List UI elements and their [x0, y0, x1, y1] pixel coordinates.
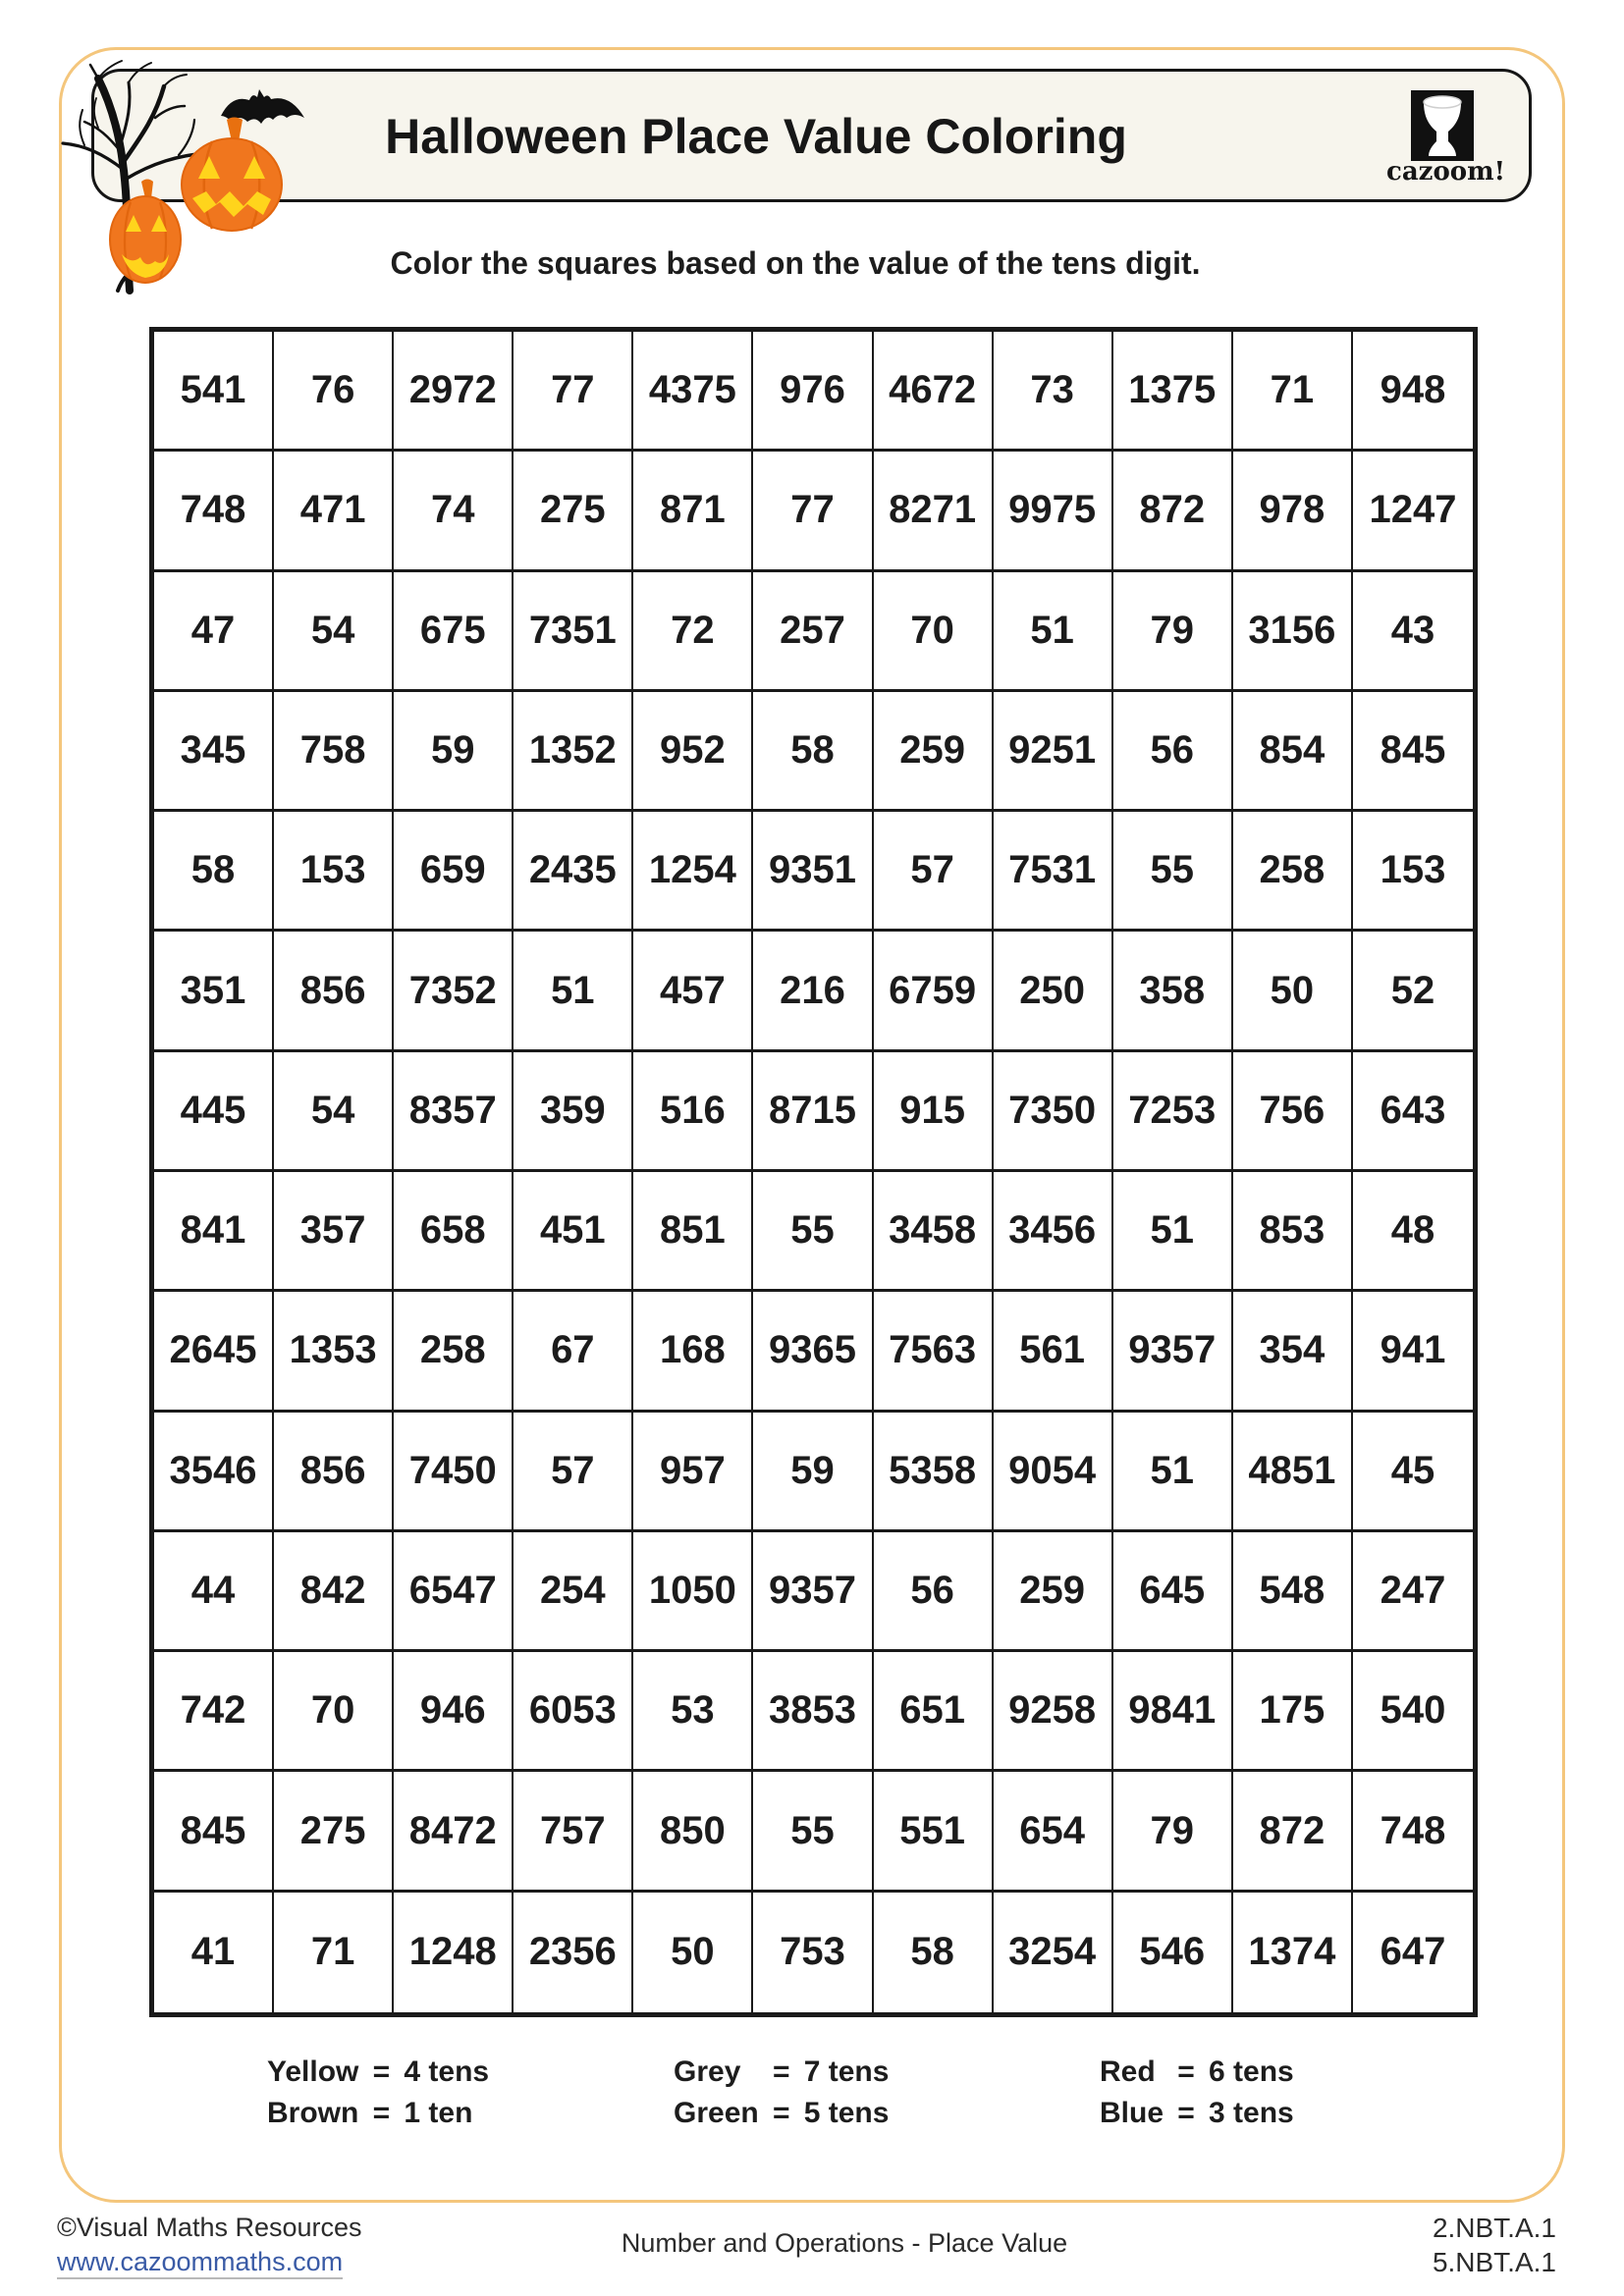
- grid-cell: 58: [874, 1893, 994, 2012]
- grid-cell: 654: [994, 1772, 1113, 1892]
- grid-cell: 845: [1353, 692, 1473, 812]
- instruction-text: Color the squares based on the value of the tens digit.: [390, 245, 1201, 281]
- grid-cell: 250: [994, 932, 1113, 1051]
- grid-cell: 471: [274, 452, 394, 571]
- grid-cell: 55: [753, 1172, 873, 1292]
- grid-cell: 153: [274, 812, 394, 932]
- grid-cell: 45: [1353, 1413, 1473, 1532]
- grid-cell: 1248: [394, 1893, 514, 2012]
- grid-cell: 1353: [274, 1292, 394, 1412]
- grid-cell: 8715: [753, 1052, 873, 1172]
- grid-cell: 52: [1353, 932, 1473, 1051]
- grid-cell: 941: [1353, 1292, 1473, 1412]
- halloween-decorations-icon: [39, 37, 314, 302]
- grid-cell: 9351: [753, 812, 873, 932]
- legend-value: 7 tens: [803, 2056, 890, 2088]
- legend-value: 5 tens: [803, 2097, 890, 2129]
- grid-cell: 70: [874, 572, 994, 692]
- legend-column-3: [1100, 2056, 1294, 2130]
- grid-cell: 3458: [874, 1172, 994, 1292]
- grid-cell: 359: [514, 1052, 633, 1172]
- grid-cell: 43: [1353, 572, 1473, 692]
- cazoom-logo: [1411, 90, 1474, 161]
- legend-value: 4 tens: [404, 2056, 490, 2088]
- grid-cell: 354: [1233, 1292, 1353, 1412]
- grid-cell: 871: [633, 452, 753, 571]
- grid-cell: 756: [1233, 1052, 1353, 1172]
- grid-cell: 952: [633, 692, 753, 812]
- grid-cell: 2972: [394, 332, 514, 452]
- grid-cell: 757: [514, 1772, 633, 1892]
- grid-cell: 8472: [394, 1772, 514, 1892]
- grid-cell: 47: [154, 572, 274, 692]
- number-grid: [149, 327, 1478, 2017]
- equals-sign: =: [1177, 2097, 1195, 2129]
- grid-cell: 9357: [753, 1532, 873, 1652]
- equals-sign: =: [372, 2097, 391, 2129]
- grid-cell: 71: [1233, 332, 1353, 452]
- grid-cell: 247: [1353, 1532, 1473, 1652]
- grid-cell: 54: [274, 1052, 394, 1172]
- grid-cell: 1352: [514, 692, 633, 812]
- grid-cell: 651: [874, 1652, 994, 1772]
- grid-cell: 1375: [1113, 332, 1233, 452]
- grid-cell: 647: [1380, 1930, 1446, 1974]
- grid-cell: 2435: [514, 812, 633, 932]
- grid-cell: 645: [1113, 1532, 1233, 1652]
- grid-cell: 56: [1113, 692, 1233, 812]
- copyright-text: ©Visual Maths Resources: [57, 2213, 362, 2242]
- grid-cell: 71: [274, 1893, 394, 2012]
- legend-value: 3 tens: [1209, 2097, 1294, 2129]
- footer-standards: [1433, 2211, 1556, 2279]
- grid-cell: 275: [274, 1772, 394, 1892]
- grid-cell: 3853: [753, 1652, 873, 1772]
- grid-cell: 856: [274, 932, 394, 1051]
- grid-cell: 1050: [633, 1532, 753, 1652]
- grid-cell: 841: [154, 1172, 274, 1292]
- grid-cell: 357: [274, 1172, 394, 1292]
- grid-cell: 3254: [994, 1893, 1113, 2012]
- grid-cell: 58: [154, 812, 274, 932]
- grid-cell: 548: [1233, 1532, 1353, 1652]
- grid-cell: 259: [874, 692, 994, 812]
- grid-cell: 55: [1113, 812, 1233, 932]
- grid-cell: 9841: [1113, 1652, 1233, 1772]
- grid-cell: 3456: [994, 1172, 1113, 1292]
- grid-cell: 445: [154, 1052, 274, 1172]
- grid-cell: 3156: [1233, 572, 1353, 692]
- grid-cell: 7352: [394, 932, 514, 1051]
- grid-cell: 77: [514, 332, 633, 452]
- grid-cell: 1254: [633, 812, 753, 932]
- grid-cell: 9357: [1113, 1292, 1233, 1412]
- grid-cell: 540: [1353, 1652, 1473, 1772]
- grid-cell: 748: [1353, 1772, 1473, 1892]
- legend-value: 6 tens: [1209, 2056, 1294, 2088]
- grid-cell: 153: [1353, 812, 1473, 932]
- grid-cell: 948: [1353, 332, 1473, 452]
- grid-cell: 976: [753, 332, 873, 452]
- grid-cell: 48: [1353, 1172, 1473, 1292]
- grid-cell: 77: [753, 452, 873, 571]
- grid-cell: 516: [633, 1052, 753, 1172]
- grid-cell: 59: [394, 692, 514, 812]
- legend-color-label: Red: [1100, 2056, 1156, 2088]
- grid-cell: 70: [274, 1652, 394, 1772]
- grid-cell: 55: [753, 1772, 873, 1892]
- grid-cell: 7350: [994, 1052, 1113, 1172]
- grid-cell: 7450: [394, 1413, 514, 1532]
- grid-cell: 56: [874, 1532, 994, 1652]
- legend-color-label: Green: [674, 2097, 759, 2129]
- grid-cell: 2645: [154, 1292, 274, 1412]
- grid-cell: 541: [154, 332, 274, 452]
- grid-cell: 74: [394, 452, 514, 571]
- grid-cell: 345: [154, 692, 274, 812]
- standard-code-1: 2.NBT.A.1: [1432, 2213, 1556, 2243]
- pumpkin-small-icon: [110, 180, 181, 284]
- grid-cell: 5358: [874, 1413, 994, 1532]
- equals-sign: =: [372, 2056, 391, 2088]
- grid-cell: 72: [633, 572, 753, 692]
- grid-cell: 51: [994, 572, 1113, 692]
- grid-cell: 258: [394, 1292, 514, 1412]
- grid-cell: 258: [1233, 812, 1353, 932]
- grid-cell: 50: [1233, 932, 1353, 1051]
- grid-cell: 842: [274, 1532, 394, 1652]
- grid-cell: 9258: [994, 1652, 1113, 1772]
- grid-cell: 51: [514, 932, 633, 1051]
- legend-color-label: Grey: [674, 2056, 741, 2088]
- grid-cell: 872: [1113, 452, 1233, 571]
- grid-cell: 561: [994, 1292, 1113, 1412]
- grid-cell: 79: [1113, 1772, 1233, 1892]
- grid-cell: 753: [753, 1893, 873, 2012]
- legend-column-1: [267, 2056, 489, 2130]
- grid-cell: 748: [154, 452, 274, 571]
- legend-value: 1 ten: [404, 2097, 473, 2129]
- grid-cell: 4851: [1233, 1413, 1353, 1532]
- grid-cell: 643: [1353, 1052, 1473, 1172]
- grid-cell: 67: [514, 1292, 633, 1412]
- drum-icon: [1411, 90, 1474, 161]
- grid-cell: 351: [154, 932, 274, 1051]
- grid-cell: 851: [633, 1172, 753, 1292]
- grid-cell: 57: [514, 1413, 633, 1532]
- grid-cell: 4375: [633, 332, 753, 452]
- legend-color-label: Blue: [1100, 2097, 1164, 2129]
- pumpkin-large-icon: [182, 118, 282, 232]
- grid-cell: 872: [1233, 1772, 1353, 1892]
- grid-cell: 358: [1113, 932, 1233, 1051]
- grid-cell: 76: [274, 332, 394, 452]
- legend-color-label: Yellow: [267, 2056, 359, 2088]
- grid-cell: 451: [514, 1172, 633, 1292]
- standard-code-2: 5.NBT.A.1: [1432, 2247, 1556, 2277]
- grid-cell: 7253: [1113, 1052, 1233, 1172]
- grid-cell: 9365: [753, 1292, 873, 1412]
- grid-cell: 457: [633, 932, 753, 1051]
- grid-cell: 6547: [394, 1532, 514, 1652]
- grid-cell: 551: [874, 1772, 994, 1892]
- grid-cell: 915: [874, 1052, 994, 1172]
- grid-cell: 546: [1113, 1893, 1233, 2012]
- grid-cell: 9975: [994, 452, 1113, 571]
- grid-cell: 6759: [874, 932, 994, 1051]
- grid-cell: 175: [1233, 1652, 1353, 1772]
- grid-cell: 6053: [514, 1652, 633, 1772]
- grid-cell: 58: [753, 692, 873, 812]
- cazoom-logo-text: cazoom!: [1386, 157, 1506, 187]
- grid-cell: 9054: [994, 1413, 1113, 1532]
- grid-cell: 254: [514, 1532, 633, 1652]
- grid-cell: 845: [154, 1772, 274, 1892]
- grid-cell: 7531: [994, 812, 1113, 932]
- grid-cell: 8271: [874, 452, 994, 571]
- grid-cell: 59: [753, 1413, 873, 1532]
- grid-cell: 1247: [1353, 452, 1473, 571]
- grid-cell: 1374: [1233, 1893, 1353, 2012]
- legend-column-2: [674, 2056, 889, 2130]
- grid-cell: 9251: [994, 692, 1113, 812]
- grid-cell: 54: [274, 572, 394, 692]
- footer-left: [57, 2211, 362, 2279]
- grid-cell: 50: [633, 1893, 753, 2012]
- grid-cell: 53: [633, 1652, 753, 1772]
- grid-cell: 742: [154, 1652, 274, 1772]
- grid-cell: 4672: [874, 332, 994, 452]
- grid-cell: 758: [274, 692, 394, 812]
- grid-cell: 8357: [394, 1052, 514, 1172]
- grid-cell: 850: [633, 1772, 753, 1892]
- grid-cell: 2356: [514, 1893, 633, 2012]
- grid-cell: 856: [274, 1413, 394, 1532]
- page-title: Halloween Place Value Coloring: [385, 109, 1127, 164]
- grid-cell: 51: [1113, 1413, 1233, 1532]
- grid-cell: 57: [874, 812, 994, 932]
- grid-cell: 978: [1233, 452, 1353, 571]
- equals-sign: =: [1177, 2056, 1195, 2088]
- grid-cell: 853: [1233, 1172, 1353, 1292]
- grid-cell: 658: [394, 1172, 514, 1292]
- grid-cell: 854: [1233, 692, 1353, 812]
- worksheet-category: Number and Operations - Place Value: [621, 2228, 1068, 2258]
- grid-cell: 79: [1113, 572, 1233, 692]
- grid-cell: 51: [1113, 1172, 1233, 1292]
- grid-cell: 957: [633, 1413, 753, 1532]
- grid-cell: 168: [633, 1292, 753, 1412]
- grid-cell: 7563: [874, 1292, 994, 1412]
- grid-cell: 675: [394, 572, 514, 692]
- grid-cell: 44: [154, 1532, 274, 1652]
- grid-cell: 3546: [154, 1413, 274, 1532]
- grid-cell: 946: [394, 1652, 514, 1772]
- grid-cell: 41: [154, 1893, 274, 2012]
- website-link[interactable]: www.cazoommaths.com: [57, 2247, 343, 2279]
- grid-cell: 659: [394, 812, 514, 932]
- legend-color-label: Brown: [267, 2097, 359, 2129]
- grid-cell: 275: [514, 452, 633, 571]
- grid-cell: 73: [994, 332, 1113, 452]
- grid-cell: 257: [753, 572, 873, 692]
- equals-sign: =: [772, 2056, 790, 2088]
- grid-cell: 7351: [514, 572, 633, 692]
- grid-cell: 259: [994, 1532, 1113, 1652]
- grid-cell: 216: [753, 932, 873, 1051]
- equals-sign: =: [772, 2097, 790, 2129]
